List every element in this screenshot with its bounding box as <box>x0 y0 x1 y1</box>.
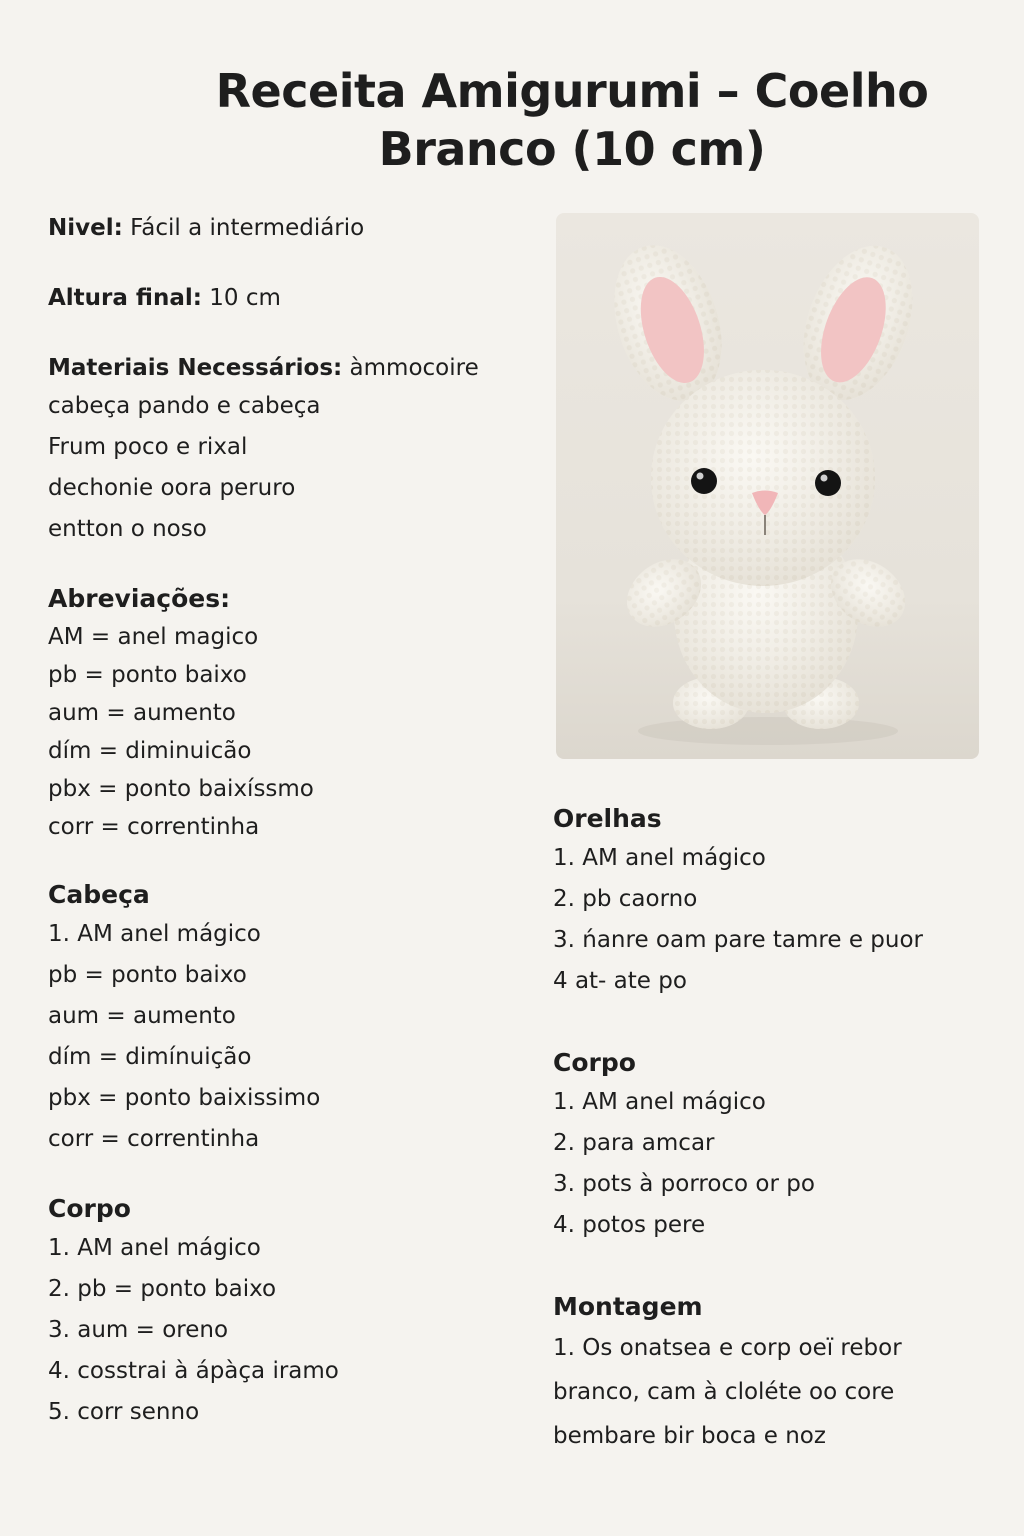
assembly-step: 1. Os onatsea e corp oeï rebor <box>553 1335 902 1361</box>
head-step: pb = ponto baixo <box>48 962 247 988</box>
abbreviation-item: corr = correntinha <box>48 814 260 840</box>
body-section-title: Corpo <box>48 1194 131 1223</box>
abbreviation-item: AM = anel magico <box>48 624 259 650</box>
materials-row <box>48 350 518 386</box>
abbreviation-item: pbx = ponto baixíssmo <box>48 776 314 802</box>
height-label: Altura final: <box>48 285 202 311</box>
body-right-section-title: Corpo <box>553 1048 636 1077</box>
materials-line: cabeça pando e cabeça <box>48 393 321 419</box>
level-value: Fácil a intermediário <box>130 215 365 241</box>
head-step: pbx = ponto baixissimo <box>48 1085 321 1111</box>
height-value: 10 cm <box>209 285 281 311</box>
abbreviations-title: Abreviações: <box>48 584 231 613</box>
head-section-title: Cabeça <box>48 880 150 909</box>
materials-value: àmmocoire <box>349 355 479 381</box>
body-step: 5. corr senno <box>48 1399 200 1425</box>
body-step: 2. pb = ponto baixo <box>48 1276 277 1302</box>
body-right-step: 4. potos pere <box>553 1212 706 1238</box>
page-title: Receita Amigurumi – Coelho Branco (10 cm) <box>215 64 929 176</box>
head-step: 1. AM anel mágico <box>48 921 261 947</box>
assembly-step: branco, cam à cloléte oo core <box>553 1379 895 1405</box>
right-column <box>553 800 993 1458</box>
ears-step: 4 at- ate po <box>553 968 687 994</box>
bunny-photo <box>556 213 979 759</box>
abbreviation-item: dím = diminuicão <box>48 738 252 764</box>
head-step: corr = correntinha <box>48 1126 260 1152</box>
level-row <box>48 210 518 246</box>
assembly-step: bembare bir boca e noz <box>553 1423 826 1449</box>
level-label: Nivel: <box>48 215 123 241</box>
bunny-amigurumi-icon <box>556 213 979 759</box>
abbreviation-item: pb = ponto baixo <box>48 662 247 688</box>
body-step: 1. AM anel mágico <box>48 1235 261 1261</box>
ears-step: 1. AM anel mágico <box>553 845 766 871</box>
ears-section-title: Orelhas <box>553 804 662 833</box>
body-right-step: 3. pots à porroco or po <box>553 1171 815 1197</box>
ears-step: 3. ńanre oam pare tamre e puor <box>553 927 923 953</box>
body-step: 3. aum = oreno <box>48 1317 229 1343</box>
body-step: 4. cosstrai à ápàça iramo <box>48 1358 339 1384</box>
ears-step: 2. pb caorno <box>553 886 698 912</box>
left-column <box>48 210 518 1433</box>
materials-line: Frum poco e rixal <box>48 434 248 460</box>
head-step: dím = dimínuição <box>48 1044 252 1070</box>
materials-label: Materiais Necessários: <box>48 355 343 381</box>
assembly-section-title: Montagem <box>553 1292 703 1321</box>
abbreviation-item: aum = aumento <box>48 700 236 726</box>
head-step: aum = aumento <box>48 1003 236 1029</box>
materials-line: dechonie oora peruro <box>48 475 296 501</box>
materials-line: entton o noso <box>48 516 207 542</box>
body-right-step: 1. AM anel mágico <box>553 1089 766 1115</box>
height-row <box>48 280 518 316</box>
body-right-step: 2. para amcar <box>553 1130 715 1156</box>
